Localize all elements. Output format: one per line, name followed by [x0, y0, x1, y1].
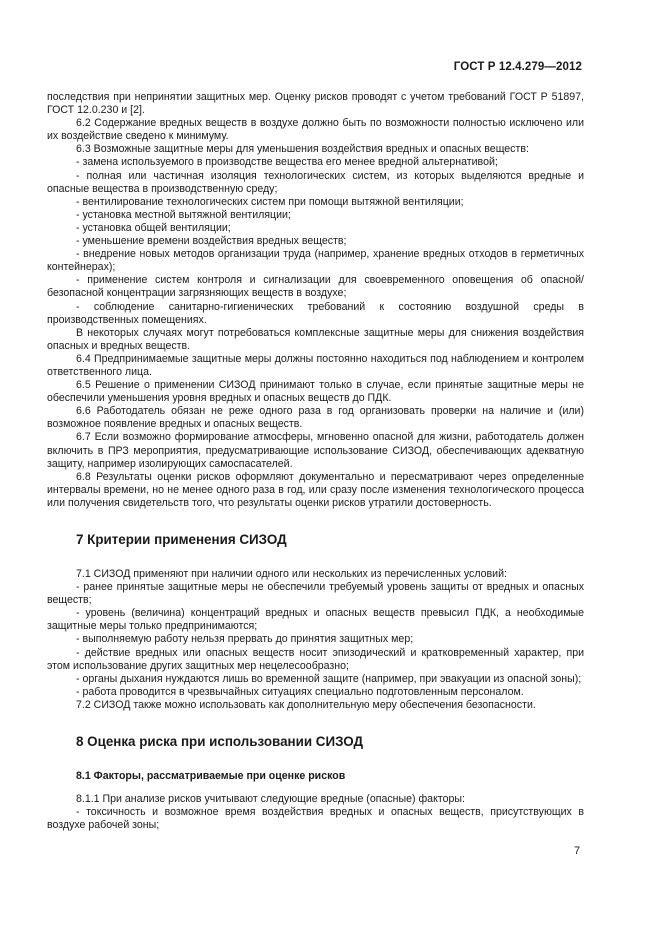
subsection-8-1-heading: 8.1 Факторы, рассматриваемые при оценке рисков — [76, 770, 346, 783]
standard-header: ГОСТ Р 12.4.279—2012 — [453, 61, 582, 73]
list-item: - вентилирование технологических систем при помощи вытяжной вентиляции; — [76, 195, 464, 208]
paragraph: 6.3 Возможные защитные меры для уменьшения воздействия вредных и опасных веществ: — [76, 143, 529, 156]
paragraph: 6.8 Результаты оценки рисков оформляют документально и пересматривают через определенные интервалы времени, но не менее одного раза в год, или сразу после изменения технологического процесса или получения свидетельств того, что результаты оценки рисков утратили достоверность. — [47, 470, 584, 509]
list-item: - органы дыхания нуждаются лишь во временной защите (например, при эвакуации из опасной зоны); — [76, 672, 582, 685]
paragraph: В некоторых случаях могут потребоваться комплексные защитные меры для снижения воздействия опасных и вредных веществ. — [47, 326, 584, 352]
list-item: - уровень (величина) концентраций вредных и опасных веществ превысил ПДК, а необходимые защитные меры только предпринимаются; — [47, 607, 584, 633]
section-8-heading: 8 Оценка риска при использовании СИЗОД — [76, 734, 364, 750]
list-item: - ранее принятые защитные меры не обеспечили требуемый уровень защиты от вредных и опасных веществ; — [47, 581, 584, 607]
list-item: - применение систем контроля и сигнализации для своевременного оповещения об опасной/безопасной концентрации загрязняющих веществ в воздухе; — [47, 274, 584, 300]
paragraph: 6.2 Содержание вредных веществ в воздухе должно быть по возможности полностью исключено или их воздействие сведено к минимуму. — [47, 117, 584, 143]
list-item: - полная или частичная изоляция технологических систем, из которых выделяются вредные и опасные вещества в производственную среду; — [47, 169, 584, 195]
list-item: - соблюдение санитарно-гигиенических требований к состоянию воздушной среды в производственных помещениях. — [47, 300, 584, 326]
list-item: - выполняемую работу нельзя прервать до принятия защитных мер; — [76, 633, 414, 646]
paragraph: 6.6 Работодатель обязан не реже одного раза в год организовать проверки на наличие и (или) возможное появление вредных и опасных веществ. — [47, 405, 584, 431]
list-item: - установка общей вентиляции; — [76, 221, 231, 234]
page-number: 7 — [574, 845, 580, 857]
list-item: - токсичность и возможное время воздействия вредных и опасных веществ, присутствующих в воздухе рабочей зоны; — [47, 806, 584, 832]
section-7-heading: 7 Критерии применения СИЗОД — [76, 532, 287, 547]
list-item: - установка местной вытяжной вентиляции; — [76, 208, 291, 221]
list-item: - работа проводится в чрезвычайных ситуациях специально подготовленным персоналом. — [76, 685, 524, 698]
paragraph: 7.1 СИЗОД применяют при наличии одного или нескольких из перечисленных условий: — [76, 568, 507, 580]
list-item: - замена используемого в производстве вещества его менее вредной альтернативой; — [76, 156, 498, 169]
paragraph: последствия при непринятии защитных мер. Оценку рисков проводят с учетом требований ГОСТ Р 51897, ГОСТ 12.0.230 и [2]. — [47, 91, 584, 117]
list-item: - внедрение новых методов организации труда (например, хранение вредных отходов в герметичных контейнерах); — [47, 248, 584, 274]
page-content — [47, 91, 584, 832]
paragraph: 8.1.1 При анализе рисков учитывают следующие вредные (опасные) факторы: — [76, 793, 465, 806]
list-item: - уменьшение времени воздействия вредных веществ; — [76, 235, 347, 248]
list-item: - действие вредных или опасных веществ носит эпизодический и кратковременный характер, при этом использование других защитных мер нецелесообразно; — [47, 646, 584, 672]
paragraph: 6.7 Если возможно формирование атмосферы, мгновенно опасной для жизни, работодатель должен включить в ПРЗ мероприятия, предусматривающие использование СИЗОД, обеспечивающих адекватную защиту, например изолирующих самоспасателей. — [47, 431, 584, 470]
paragraph: 7.2 СИЗОД также можно использовать как дополнительную меру обеспечения безопасности. — [76, 698, 536, 711]
paragraph: 6.5 Решение о применении СИЗОД принимают только в случае, если принятые защитные меры не обеспечили уменьшения уровня вредных и опасных веществ до ПДК. — [47, 379, 584, 405]
paragraph: 6.4 Предпринимаемые защитные меры должны постоянно находиться под наблюдением и контролем ответственного лица. — [47, 352, 584, 378]
